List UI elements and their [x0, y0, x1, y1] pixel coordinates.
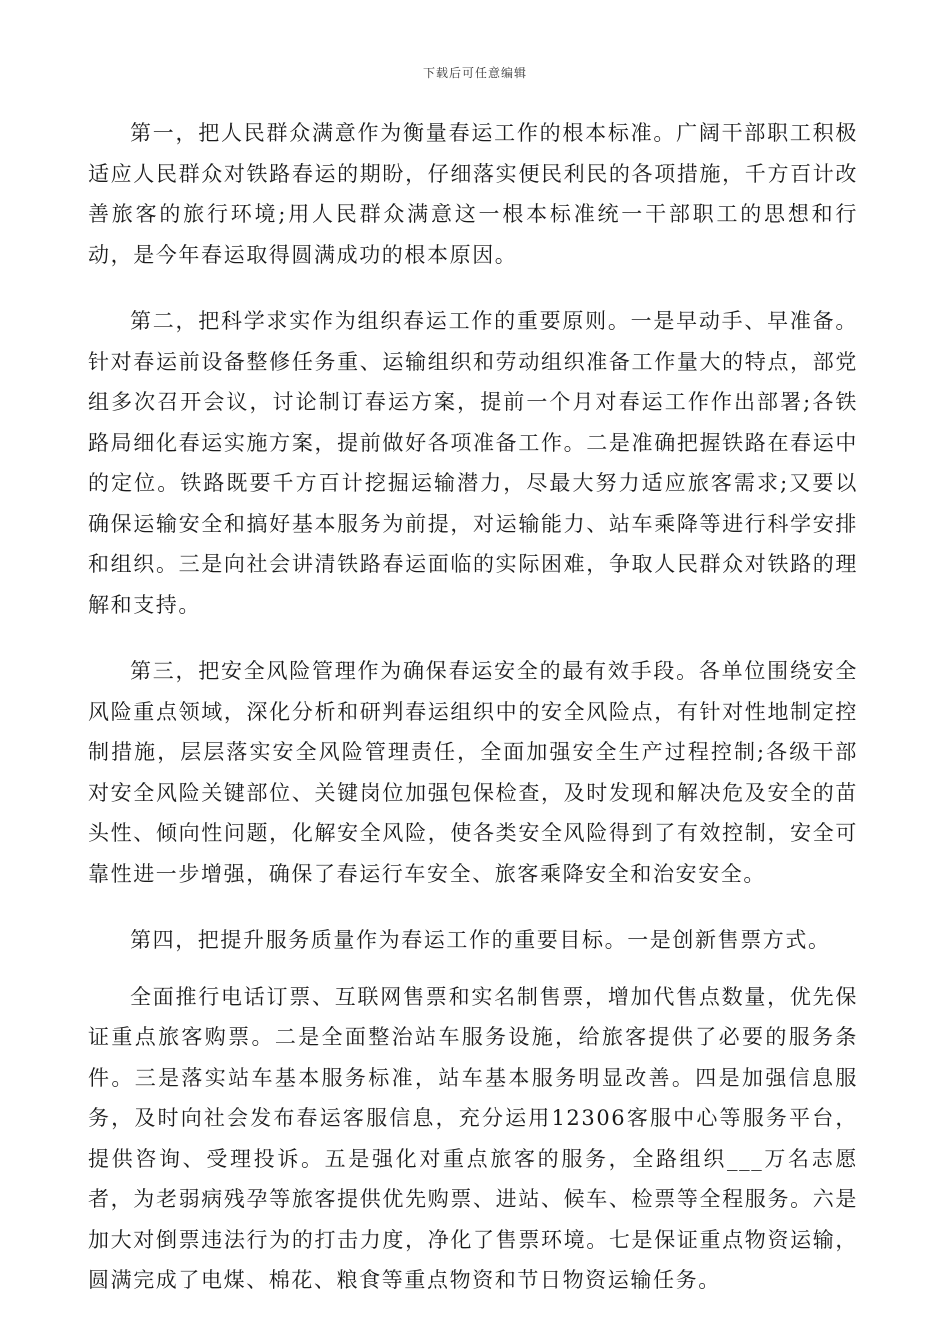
paragraph-third-principle: 第三，把安全风险管理作为确保春运安全的最有效手段。各单位围绕安全风险重点领域，深化分析和研判春运组织中的安全风险点，有针对性地制定控制措施，层层落实安全风险管理责任，全面加强安全生产过程控制;各级干部对安全风险关键部位、关键岗位加强包保检查，及时发现和解决危及安全的苗头性、倾向性问题，化解安全风险，使各类安全风险得到了有效控制，安全可靠性进一步增强，确保了春运行车安全、旅客乘降安全和治安安全。 — [88, 659, 858, 886]
page-header: 下载后可任意编辑 — [422, 66, 527, 80]
paragraph-first-principle: 第一，把人民群众满意作为衡量春运工作的根本标准。广阔干部职工积极适应人民群众对铁路春运的期盼，仔细落实便民利民的各项措施，千方百计改善旅客的旅行环境;用人民群众满意这一根本标准统一干部职工的思想和行动，是今年春运取得圆满成功的根本原因。 — [88, 121, 858, 267]
paragraph-service-measures: 全面推行电话订票、互联网售票和实名制售票，增加代售点数量，优先保证重点旅客购票。二是全面整治站车服务设施，给旅客提供了必要的服务条件。三是落实站车基本服务标准，站车基本服务明显改善。四是加强信息服务，及时向社会发布春运客服信息，充分运用12306客服中心等服务平台，提供咨询、受理投诉。五是强化对重点旅客的服务，全路组织___万名志愿者，为老弱病残孕等旅客提供优先购票、进站、候车、检票等全程服务。六是加大对倒票违法行为的打击力度，净化了售票环境。七是保证重点物资运输，圆满完成了电煤、棉花、粮食等重点物资和节日物资运输任务。 — [88, 984, 858, 1292]
document-body — [88, 113, 858, 1327]
paragraph-second-principle: 第二，把科学求实作为组织春运工作的重要原则。一是早动手、早准备。针对春运前设备整修任务重、运输组织和劳动组织准备工作量大的特点，部党组多次召开会议，讨论制订春运方案，提前一个月对春运工作作出部署;各铁路局细化春运实施方案，提前做好各项准备工作。二是准确把握铁路在春运中的定位。铁路既要千方百计挖掘运输潜力，尽最大努力适应旅客需求;又要以确保运输安全和搞好基本服务为前提，对运输能力、站车乘降等进行科学安排和组织。三是向社会讲清铁路春运面临的实际困难，争取人民群众对铁路的理解和支持。 — [88, 309, 858, 617]
paragraph-fourth-principle: 第四，把提升服务质量作为春运工作的重要目标。一是创新售票方式。 — [130, 928, 831, 952]
